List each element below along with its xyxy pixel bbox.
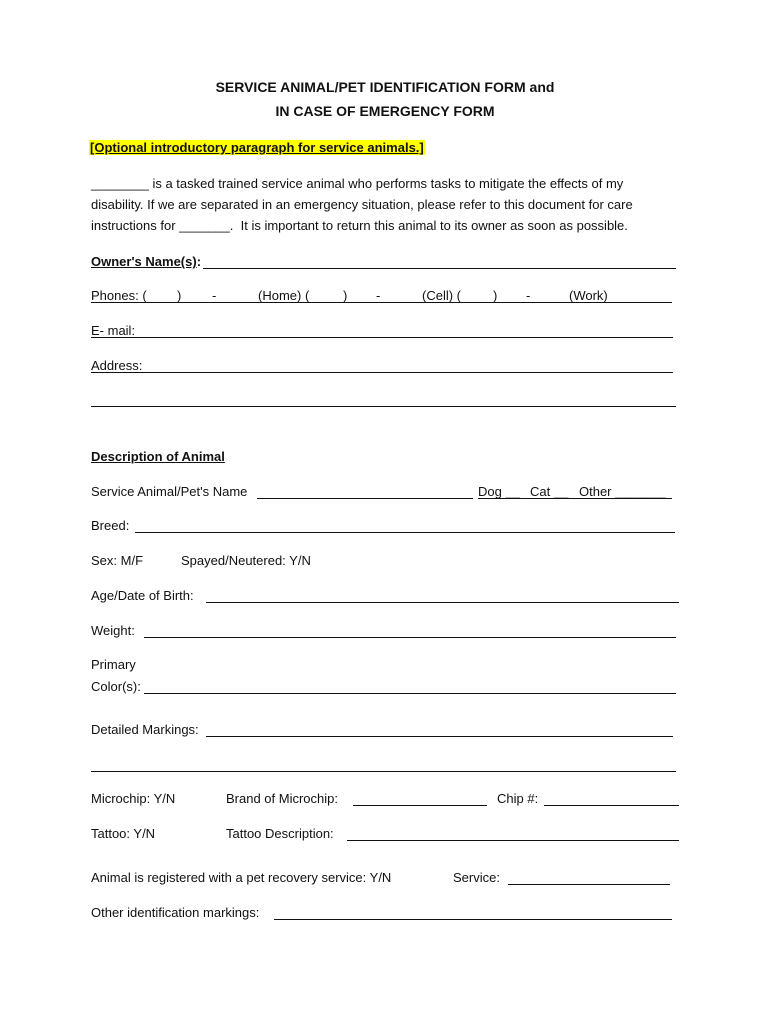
address-field-line1[interactable] [91, 372, 673, 373]
address-field-line2[interactable] [91, 406, 676, 407]
phones-paren-3: ) [493, 288, 498, 303]
primary-color-label-line1: Primary [91, 657, 136, 672]
intro-highlight: [Optional introductory paragraph for service animals.] [90, 140, 424, 155]
phones-dash-3: - [526, 288, 531, 303]
description-heading: Description of Animal [91, 449, 225, 464]
chip-number-field[interactable] [544, 805, 679, 806]
phones-cell-label: (Cell) ( [422, 288, 461, 303]
breed-field[interactable] [135, 532, 675, 533]
phones-dash-1: - [212, 288, 217, 303]
form-title-line1: SERVICE ANIMAL/PET IDENTIFICATION FORM and [215, 79, 555, 95]
primary-color-field[interactable] [144, 693, 676, 694]
other-option[interactable]: Other _______ [579, 484, 666, 499]
weight-label: Weight: [91, 623, 135, 638]
dog-option[interactable]: Dog __ [478, 484, 520, 499]
service-field[interactable] [508, 884, 670, 885]
phones-paren-2: ) [343, 288, 348, 303]
other-identification-field[interactable] [274, 919, 672, 920]
chip-number-label: Chip #: [497, 791, 539, 806]
phones-home-label: (Home) ( [258, 288, 310, 303]
phones-paren-1: ) [177, 288, 182, 303]
phones-label: Phones: ( [91, 288, 147, 303]
markings-field-line2[interactable] [91, 771, 676, 772]
tattoo-description-label: Tattoo Description: [226, 826, 334, 841]
intro-paragraph-line1: ________ is a tasked trained service animal who performs tasks to mitigate the effects of my [91, 176, 624, 191]
owner-names-label: Owner's Name(s): [91, 254, 202, 269]
species-underline [478, 498, 672, 499]
animal-name-blank[interactable]: ________ [91, 176, 149, 191]
brand-of-microchip-label: Brand of Microchip: [226, 791, 338, 806]
phones-work-label: (Work) [569, 288, 608, 303]
tattoo-field[interactable]: Tattoo: Y/N [91, 826, 156, 841]
primary-color-label-line2: Color(s): [91, 679, 141, 694]
brand-of-microchip-field[interactable] [353, 805, 487, 806]
pet-name-field[interactable] [257, 498, 473, 499]
spayed-neutered-field[interactable]: Spayed/Neutered: Y/N [181, 553, 311, 568]
registered-field[interactable]: Animal is registered with a pet recovery service: Y/N [91, 870, 392, 885]
age-field[interactable] [206, 602, 679, 603]
weight-field[interactable] [144, 637, 676, 638]
intro-paragraph-line3: instructions for _______. It is important to return this animal to its owner as soon as possible. [91, 218, 628, 233]
microchip-field[interactable]: Microchip: Y/N [91, 791, 176, 806]
owner-names-field[interactable] [203, 268, 676, 269]
phones-dash-2: - [376, 288, 381, 303]
cat-option[interactable]: Cat __ [530, 484, 569, 499]
sex-field[interactable]: Sex: M/F [91, 553, 144, 568]
email-label: E- mail: [91, 323, 136, 338]
other-identification-label: Other identification markings: [91, 905, 260, 920]
service-label: Service: [453, 870, 500, 885]
form-title-line2: IN CASE OF EMERGENCY FORM [275, 103, 495, 119]
markings-label: Detailed Markings: [91, 722, 199, 737]
age-label: Age/Date of Birth: [91, 588, 194, 603]
intro-paragraph-line2: disability. If we are separated in an emergency situation, please refer to this document for care [91, 197, 633, 212]
pet-name-label: Service Animal/Pet's Name [91, 484, 248, 499]
address-label: Address: [91, 358, 143, 373]
tattoo-description-field[interactable] [347, 840, 679, 841]
markings-field-line1[interactable] [206, 736, 673, 737]
breed-label: Breed: [91, 518, 130, 533]
email-field[interactable] [91, 337, 673, 338]
phones-field[interactable] [91, 302, 672, 303]
